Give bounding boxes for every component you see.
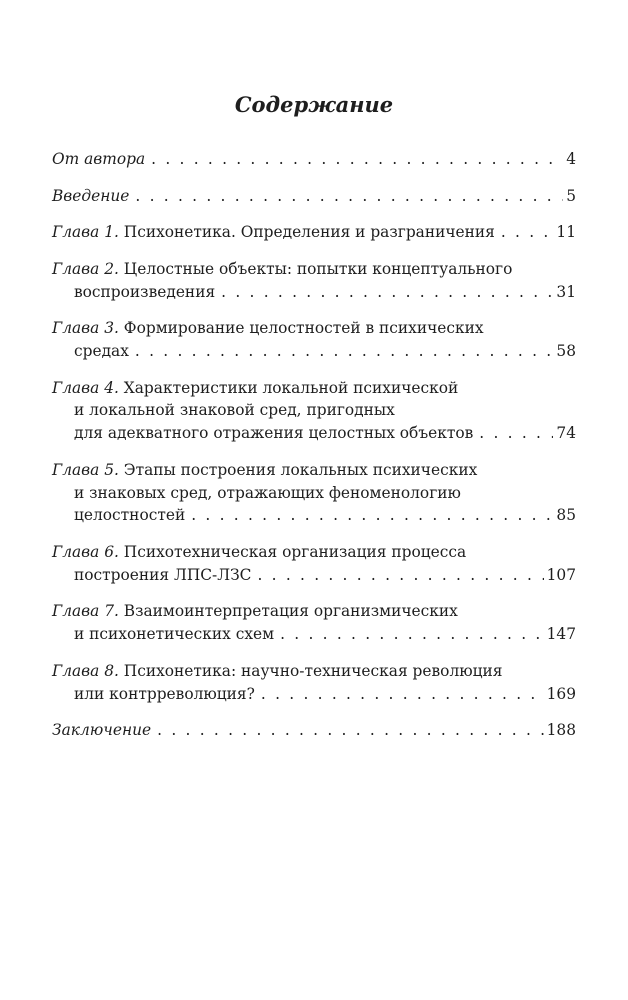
toc-entry-text: и психонетических схем: [74, 625, 275, 644]
toc-page-number: 5: [566, 186, 576, 205]
toc-entry-line: [52, 504, 576, 527]
dot-leader: [261, 683, 544, 706]
toc-entry-text: Формирование целостностей в психических: [123, 319, 484, 338]
toc-entry-text: средах: [74, 341, 129, 360]
toc-page-number: 31: [556, 282, 576, 301]
toc-page-number: 74: [556, 424, 576, 443]
toc-page-number: 188: [546, 721, 576, 740]
toc-entry-line: [52, 623, 576, 646]
dot-leader: [479, 422, 553, 445]
toc-entry-text: Психонетика. Определения и разграничения: [123, 223, 495, 242]
toc-entry-line: [52, 541, 576, 564]
dot-leader: [257, 564, 543, 587]
dot-leader: [151, 148, 563, 171]
toc-entry-text: Характеристики локальной психической: [123, 378, 459, 397]
toc-entry-text: Взаимоинтерпретация организмических: [123, 602, 458, 621]
toc-entry-text: Психонетика: научно-техническая революция: [123, 661, 503, 680]
toc-entry: [52, 258, 576, 304]
toc-entry-label: Глава 4.: [52, 378, 119, 397]
toc-entry-label: Глава 3.: [52, 319, 119, 338]
toc-entry: [52, 459, 576, 527]
toc-entry-text: и локальной знаковой сред, пригодных: [74, 401, 395, 420]
toc-entry-line: [52, 340, 576, 363]
dot-leader: [280, 623, 544, 646]
toc-entry: [52, 377, 576, 445]
toc-page-number: 85: [556, 506, 576, 525]
toc-entry-line: [52, 377, 576, 400]
toc-entry-line: [52, 660, 576, 683]
toc-entry-line: [52, 148, 576, 171]
toc-page-number: 4: [566, 150, 576, 168]
toc-entry-text: построения ЛПС-ЛЗС: [74, 565, 252, 584]
dot-leader: [157, 719, 543, 742]
toc-entry-text: или контрреволюция?: [74, 684, 255, 703]
toc-entry-line: [52, 482, 576, 505]
toc-entry-label: Введение: [52, 186, 130, 205]
toc-page-number: 11: [556, 223, 576, 242]
dot-leader: [135, 185, 563, 208]
toc-entry: [52, 541, 576, 587]
dot-leader: [221, 281, 553, 304]
toc-entry-label: Глава 8.: [52, 661, 119, 680]
toc-entry: [52, 317, 576, 363]
toc-entry-line: [52, 683, 576, 706]
dot-leader: [135, 340, 553, 363]
toc-entry: [52, 600, 576, 646]
toc-entry: [52, 148, 576, 171]
toc-entry-line: [52, 317, 576, 340]
toc-entry-text: и знаковых сред, отражающих феноменологию: [74, 483, 461, 502]
toc-entry-line: [52, 399, 576, 422]
table-of-contents: [52, 148, 576, 756]
toc-entry-text: Психотехническая организация процесса: [123, 542, 467, 561]
toc-entry-text: Этапы построения локальных психических: [123, 460, 478, 479]
dot-leader: [191, 504, 553, 527]
toc-entry: [52, 221, 576, 244]
toc-page-number: 147: [546, 625, 576, 644]
toc-page-number: 169: [546, 684, 576, 703]
toc-entry-line: [52, 258, 576, 281]
toc-entry-label: Глава 2.: [52, 259, 119, 278]
toc-entry: [52, 660, 576, 706]
toc-entry-text: воспроизведения: [74, 282, 216, 301]
toc-heading: Содержание: [234, 92, 394, 117]
toc-entry-line: [52, 422, 576, 445]
toc-entry-line: [52, 719, 576, 742]
toc-entry-text: целостностей: [74, 506, 186, 525]
toc-page-number: 107: [546, 565, 576, 584]
toc-entry: [52, 719, 576, 742]
toc-entry-label: Глава 1.: [52, 223, 119, 242]
toc-entry-line: [52, 459, 576, 482]
toc-entry-line: [52, 221, 576, 244]
toc-page-number: 58: [556, 341, 576, 360]
toc-entry-line: [52, 564, 576, 587]
toc-entry-label: От автора: [52, 150, 146, 168]
toc-entry-label: Глава 7.: [52, 602, 119, 621]
dot-leader: [501, 221, 554, 244]
toc-entry-label: Заключение: [52, 721, 152, 740]
toc-entry-line: [52, 281, 576, 304]
toc-entry: [52, 185, 576, 208]
toc-entry-line: [52, 185, 576, 208]
toc-entry-line: [52, 600, 576, 623]
toc-entry-label: Глава 5.: [52, 460, 119, 479]
toc-entry-text: для адекватного отражения целостных объектов: [74, 424, 474, 443]
toc-entry-label: Глава 6.: [52, 542, 119, 561]
toc-entry-text: Целостные объекты: попытки концептуального: [123, 259, 513, 278]
